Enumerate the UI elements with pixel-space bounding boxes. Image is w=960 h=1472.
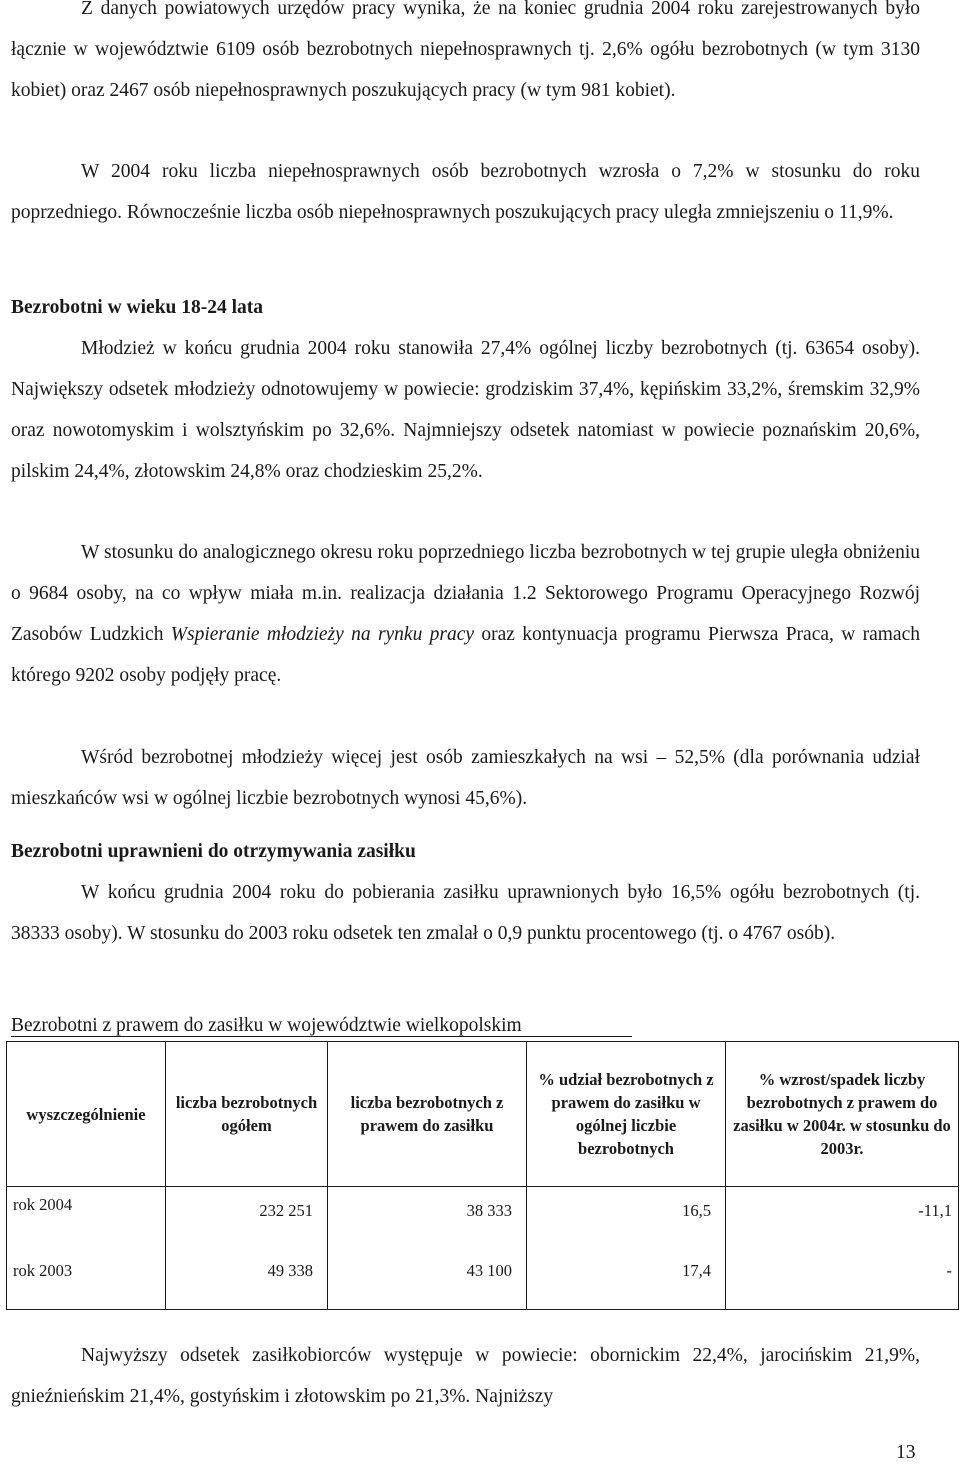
table-cell-label: rok 2003	[7, 1251, 166, 1310]
table-cell: 49 338	[166, 1251, 328, 1310]
paragraph-youth-change-text-a: W stosunku do analogicznego okresu roku poprzedniego liczba bezrobotnych w tej grupie uległa obniżeniu o 9684 osoby, na co wpływ miała m.in. realizacja działania 1.2 Sektorowego Programu Operacyjnego Rozwój Zasobów Ludzkich	[11, 542, 920, 645]
caption-underline	[11, 1036, 632, 1037]
paragraph-highest-share: Najwyższy odsetek zasiłkobiorców występuje w powiecie: obornickim 22,4%, jarocińskim 21,9%, gnieźnieńskim 21,4%, gostyńskim i złotowskim po 21,3%. Najniższy	[11, 1345, 920, 1407]
table-cell: 232 251	[166, 1187, 328, 1252]
heading-benefit: Bezrobotni uprawnieni do otrzymywania zasiłku	[11, 841, 416, 862]
table-cell-label: rok 2004	[7, 1187, 166, 1252]
table-caption: Bezrobotni z prawem do zasiłku w województwie wielkopolskim	[11, 1015, 522, 1036]
page-number: 13	[896, 1442, 916, 1463]
table-cell: -	[726, 1251, 959, 1310]
table-cell: 38 333	[328, 1187, 527, 1252]
heading-youth: Bezrobotni w wieku 18-24 lata	[11, 297, 264, 318]
header-cell-with-benefit: liczba bezrobotnych z prawem do zasiłku	[328, 1042, 527, 1187]
header-cell-share: % udział bezrobotnych z prawem do zasiłku w ogólnej liczbie bezrobotnych	[527, 1042, 726, 1187]
table-cell: 16,5	[527, 1187, 726, 1252]
header-cell-total: liczba bezrobotnych ogółem	[166, 1042, 328, 1187]
paragraph-youth-change-text-b: oraz kontynuacja programu Pierwsza Praca, w ramach którego 9202 osoby podjęły pracę.	[11, 624, 920, 686]
paragraph-disabled-unemployed: Z danych powiatowych urzędów pracy wynika, że na koniec grudnia 2004 roku zarejestrowanych było łącznie w województwie 6109 osób bezrobotnych niepełnosprawnych tj. 2,6% ogółu bezrobotnych (w tym 3130 kobiet) oraz 2467 osób niepełnosprawnych poszukujących pracy (w tym 981 kobiet).	[11, 0, 920, 101]
table-cell: -11,1	[726, 1187, 959, 1252]
paragraph-benefit: W końcu grudnia 2004 roku do pobierania zasiłku uprawnionych było 16,5% ogółu bezrobotnych (tj. 38333 osoby). W stosunku do 2003 roku odsetek ten zmalał o 0,9 punktu procentowego (tj. o 4767 osób).	[11, 882, 920, 944]
table-row	[7, 1251, 959, 1310]
paragraph-disabled-change: W 2004 roku liczba niepełnosprawnych osób bezrobotnych wzrosła o 7,2% w stosunku do roku poprzedniego. Równocześnie liczba osób niepełnosprawnych poszukujących pracy uległa zmniejszeniu o 11,9%.	[11, 161, 920, 223]
paragraph-youth-change	[11, 532, 920, 696]
header-cell-category: wyszczególnienie	[7, 1042, 166, 1187]
paragraph-youth-share: Młodzież w końcu grudnia 2004 roku stanowiła 27,4% ogólnej liczby bezrobotnych (tj. 63654 osoby). Największy odsetek młodzieży odnotowujemy w powiecie: grodziskim 37,4%, kępińskim 33,2%, śremskim 32,9% oraz nowotomyskim i wolsztyńskim po 32,6%. Najmniejszy odsetek natomiast w powiecie poznańskim 20,6%, pilskim 24,4%, złotowskim 24,8% oraz chodzieskim 25,2%.	[11, 338, 920, 482]
benefit-table	[6, 1041, 959, 1310]
table-cell: 17,4	[527, 1251, 726, 1310]
table-row	[7, 1187, 959, 1252]
program-name-italic: Wspieranie młodzieży na rynku pracy	[170, 624, 475, 645]
header-cell-change: % wzrost/spadek liczby bezrobotnych z prawem do zasiłku w 2004r. w stosunku do 2003r.	[726, 1042, 959, 1187]
paragraph-youth-rural: Wśród bezrobotnej młodzieży więcej jest osób zamieszkałych na wsi – 52,5% (dla porównania udział mieszkańców wsi w ogólnej liczbie bezrobotnych wynosi 45,6%).	[11, 747, 920, 809]
table-header-row	[7, 1042, 959, 1187]
table-cell: 43 100	[328, 1251, 527, 1310]
